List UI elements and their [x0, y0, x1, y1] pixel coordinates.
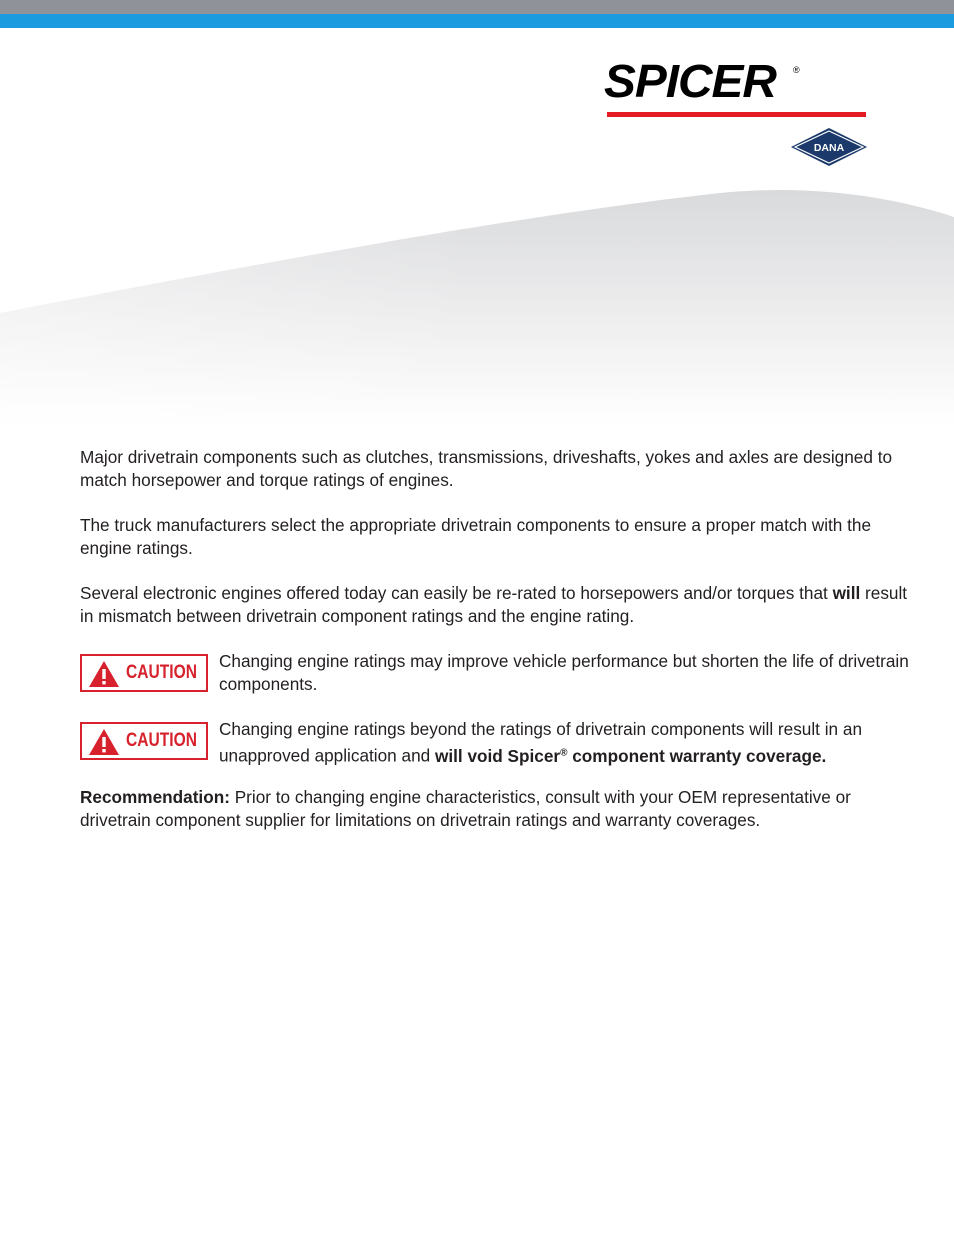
main-content [80, 446, 910, 854]
caution-badge [80, 722, 208, 760]
dana-logo [789, 126, 869, 168]
caution2-reg-mark: ® [560, 747, 568, 758]
recommendation-label: Recommendation: [80, 787, 230, 807]
paragraph-components: Major drivetrain components such as clutches, transmissions, driveshafts, yokes and axles are designed to match horsepower and torque ratings of engines. [80, 447, 893, 490]
para3-text-b: result in mismatch between drivetrain component ratings and the engine rating. [80, 583, 908, 626]
header-band-blue [0, 14, 954, 28]
paragraph-manufacturers: The truck manufacturers select the appropriate drivetrain components to ensure a proper match with the engine ratings. [80, 515, 872, 558]
dana-logo-text: DANA [813, 142, 845, 154]
para3-text-a: Several electronic engines offered today can easily be re-rated to horsepowers and/or torques that [80, 583, 833, 603]
caution2-bold-b: component warranty coverage. [567, 745, 827, 766]
decorative-swoosh [0, 185, 954, 425]
caution2-text-a: Changing engine ratings beyond the ratings of drivetrain components will result in an unapproved application and [219, 719, 863, 766]
caution-badge [80, 654, 208, 692]
caution-label: CAUTION [126, 662, 197, 683]
caution-text-2 [219, 718, 909, 768]
caution-text-1: Changing engine ratings may improve vehicle performance but shorten the life of drivetrain components. [219, 651, 909, 694]
warning-triangle-icon [88, 728, 120, 756]
paragraph-re-rating [80, 582, 910, 628]
caution-label: CAUTION [126, 730, 197, 751]
para3-bold: will [832, 583, 861, 603]
caution2-bold-a: will void Spicer [434, 745, 561, 766]
registered-mark: ® [793, 65, 800, 75]
spicer-logo: SPICER [604, 55, 776, 107]
header-band-grey [0, 0, 954, 14]
caution2-bold [435, 746, 826, 766]
header-band [0, 0, 954, 28]
warning-triangle-icon [88, 660, 120, 688]
recommendation-paragraph [80, 786, 910, 832]
recommendation-text: Prior to changing engine characteristics, consult with your OEM representative or drivetrain component supplier for limitations on drivetrain ratings and warranty coverages. [80, 787, 851, 830]
caution-notice-1 [80, 650, 910, 696]
logo-underline [607, 112, 866, 117]
caution-notice-2 [80, 718, 910, 764]
